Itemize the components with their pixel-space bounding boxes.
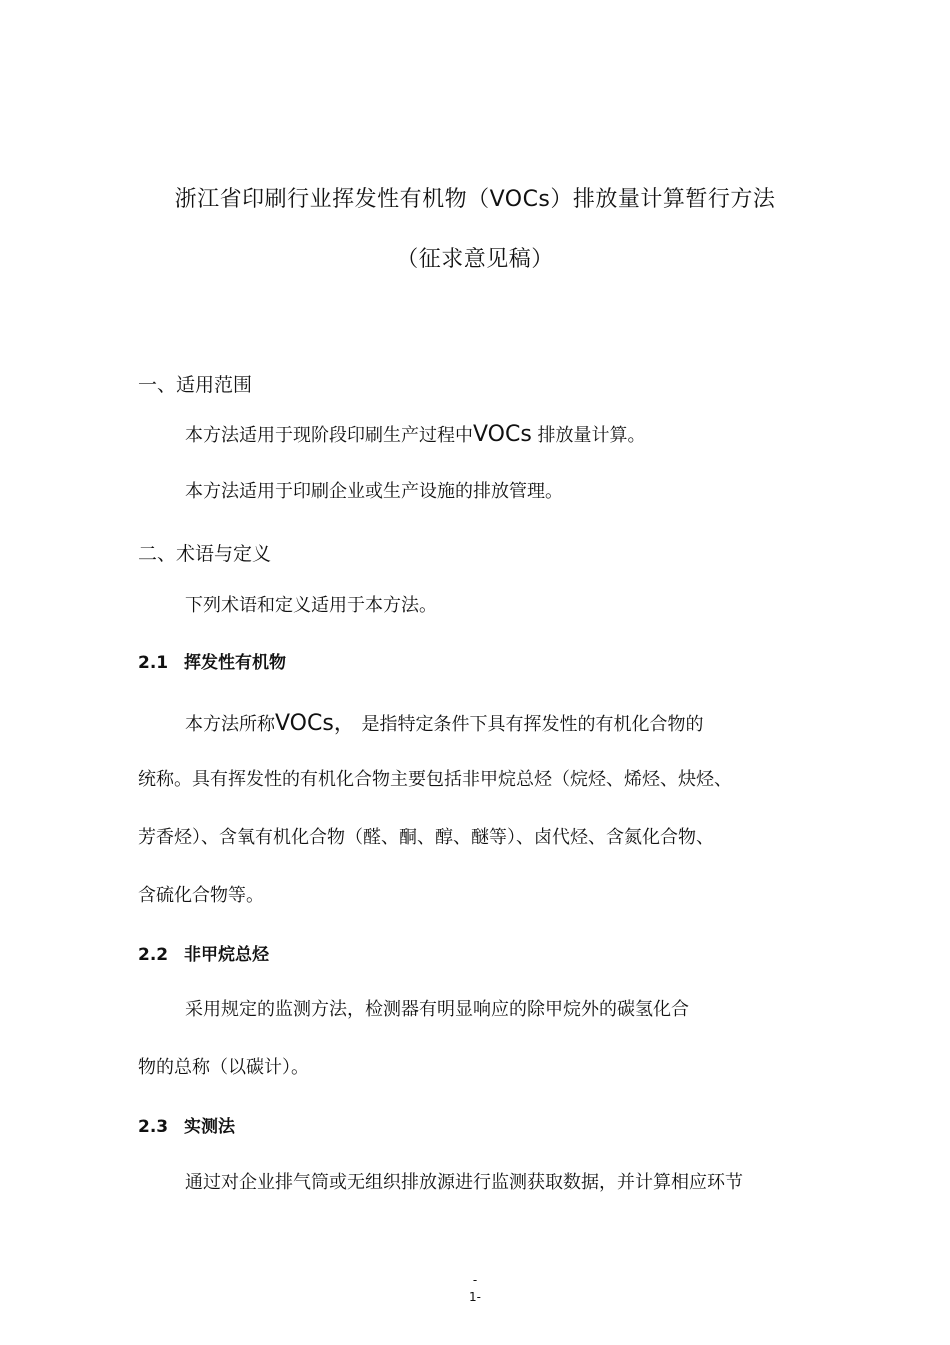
subsection-2-1-line-2: 统称。具有挥发性的有机化合物主要包括非甲烷总烃（烷烃、烯烃、炔烃、 <box>138 769 732 790</box>
document-subtitle: （征求意见稿） <box>396 247 554 272</box>
section-1-heading: 一、适用范围 <box>138 374 253 396</box>
subsection-2-2-heading <box>138 940 269 965</box>
document-title: 浙江省印刷行业挥发性有机物（VOCs）排放量计算暂行方法 <box>174 187 776 212</box>
subsection-2-3-heading <box>138 1112 235 1137</box>
section-1-paragraph-2: 本方法适用于印刷企业或生产设施的排放管理。 <box>185 481 563 502</box>
page-number: 1- <box>469 1290 481 1304</box>
subsection-2-3-line-1: 通过对企业排气筒或无组织排放源进行监测获取数据，并计算相应环节 <box>185 1172 743 1193</box>
subsection-2-3-label: 实测法 <box>184 1117 235 1137</box>
subsection-2-1-line-4: 含硫化合物等。 <box>138 885 264 906</box>
subsection-2-1-line-1-vocs: VOCs， <box>275 711 356 736</box>
section-1-paragraph-1-text-b: 排放量计算。 <box>531 425 646 446</box>
subsection-2-3-number: 2.3 <box>138 1117 169 1137</box>
subsection-2-1-label: 挥发性有机物 <box>184 653 286 673</box>
subsection-2-1-heading <box>138 648 286 673</box>
subsection-2-2-line-2: 物的总称（以碳计）。 <box>138 1057 309 1078</box>
footer-dash: - <box>472 1273 478 1287</box>
subsection-2-2-number: 2.2 <box>138 945 169 965</box>
subsection-2-1-line-1-text-b: 是指特定条件下具有挥发性的有机化合物的 <box>355 714 704 735</box>
section-1-paragraph-1-text-a: 本方法适用于现阶段印刷生产过程中 <box>185 425 473 446</box>
subsection-2-2-label: 非甲烷总烃 <box>184 945 269 965</box>
section-1-paragraph-1-vocs: VOCs <box>473 422 532 447</box>
section-1-paragraph-1 <box>185 421 646 447</box>
subsection-2-1-line-1 <box>185 706 704 737</box>
subsection-2-1-line-1-text-a: 本方法所称 <box>185 714 275 735</box>
subsection-2-1-number: 2.1 <box>138 653 169 673</box>
section-2-intro: 下列术语和定义适用于本方法。 <box>185 595 437 616</box>
subsection-2-2-line-1: 采用规定的监测方法，检测器有明显响应的除甲烷外的碳氢化合 <box>185 999 689 1020</box>
subsection-2-1-line-3: 芳香烃）、含氧有机化合物（醛、酮、醇、醚等）、卤代烃、含氮化合物、 <box>138 827 714 848</box>
section-2-heading: 二、术语与定义 <box>138 543 272 565</box>
